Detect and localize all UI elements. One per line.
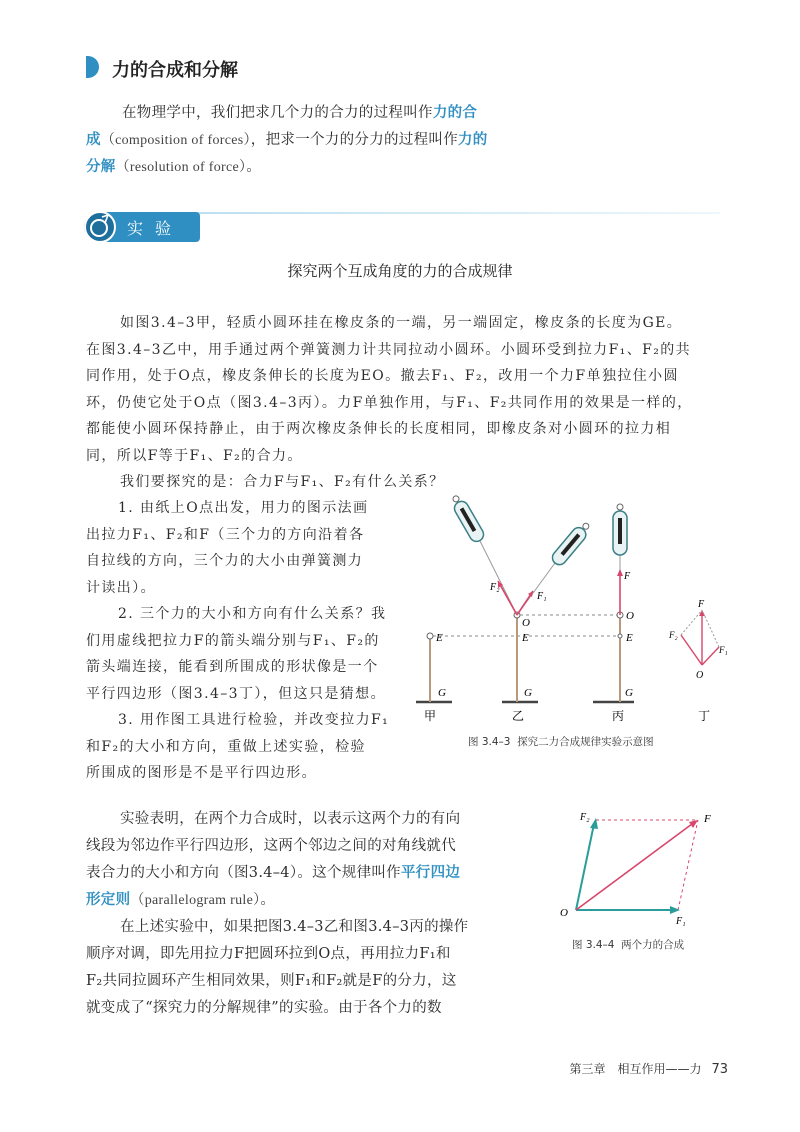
step-line: 出拉力F₁、F₂和F（三个力的方向沿着各	[86, 526, 365, 543]
label-F: F	[704, 813, 711, 825]
spring-scale-vertical	[613, 504, 627, 555]
term-parallelogram: 平行四边	[400, 865, 461, 881]
conclusion-line: 实验表明，在两个力合成时，以表示这两个力的有向	[120, 811, 461, 827]
section-marker	[86, 56, 99, 78]
intro-line-3	[86, 154, 261, 181]
label-F1: F₁	[537, 591, 547, 602]
label-O: O	[560, 907, 568, 919]
caption-number: 图 3.4–3	[468, 736, 511, 748]
intro-line-1	[122, 100, 477, 127]
figure-3-4-4	[548, 800, 728, 930]
intro-period: 。	[246, 159, 262, 175]
english-composition: （composition of forces）	[100, 133, 251, 148]
caption-text: 两个力的合成	[621, 939, 685, 951]
label-F: F	[624, 571, 631, 582]
panel-label-jia: 甲	[424, 709, 437, 723]
conclusion-line: 在上述实验中，如果把图3.4–3乙和图3.4–3丙的操作	[120, 919, 469, 935]
experiment-description	[86, 310, 726, 496]
dashed-side-right	[678, 820, 698, 910]
chapter-title: 第三章 相互作用——力	[569, 1062, 702, 1076]
conclusion-paragraph	[86, 806, 526, 1022]
step-line: 1. 由纸上O点出发，用力的图示法画	[118, 500, 369, 516]
intro-text: 在物理学中，我们把求几个力的合力的过程叫作	[122, 105, 433, 121]
page-footer	[569, 1060, 728, 1077]
conclusion-line: 表合力的大小和方向（图3.4–4）。这个规律叫作	[86, 865, 401, 881]
term-resolution-end: 分解	[86, 159, 116, 175]
panel-label-bing: 丙	[612, 709, 625, 723]
step-line: 计读出）。	[86, 579, 156, 596]
intro-text-2: ，把求一个力的分力的过程叫作	[250, 132, 458, 148]
term-composition: 力的合	[432, 105, 478, 121]
label-G: G	[625, 687, 633, 699]
step-line: 3. 用作图工具进行检验，并改变拉力F₁	[118, 712, 390, 728]
spring-scale-right	[550, 519, 594, 567]
figure-3-4-3-caption	[468, 734, 654, 749]
period: 。	[260, 892, 276, 908]
label-F2: F₂	[490, 582, 500, 593]
conclusion-line: 就变成了“探究力的分解规律”的实验。由于各个力的数	[86, 1000, 442, 1016]
panel-label-ding: 丁	[698, 709, 711, 723]
ring	[427, 633, 433, 639]
panel-label-yi: 乙	[512, 709, 525, 723]
label-G: G	[524, 687, 532, 699]
label-O: O	[626, 610, 634, 622]
panel-ding	[668, 599, 728, 681]
label-F1: F₁	[719, 645, 728, 655]
desc-line: 都能使小圆环保持静止，由于两次橡皮条伸长的长度相同，即橡皮条对小圆环的拉力相	[86, 421, 672, 437]
step-line: 2. 三个力的大小和方向有什么关系？我	[118, 606, 387, 622]
term-resolution: 力的	[458, 132, 488, 148]
label-G: G	[438, 687, 446, 699]
label-O: O	[696, 670, 704, 681]
label-F2: F₂	[669, 630, 678, 640]
label-F: F	[698, 599, 705, 610]
experiment-flask-icon	[84, 211, 116, 243]
step-line: 自拉线的方向，三个力的大小由弹簧测力	[86, 553, 364, 569]
arrowhead	[617, 569, 623, 576]
desc-line: 同，所以F等于F₁、F₂的合力。	[86, 447, 303, 464]
conclusion-line: 线段为邻边作平行四边形，这两个邻边之间的对角线就代	[86, 838, 456, 854]
english-parallelogram: （parallelogram rule）	[130, 893, 261, 908]
dashed-side	[681, 610, 702, 635]
arrow-F2	[681, 635, 702, 665]
label-F2: F₂	[580, 812, 590, 823]
term-composition-end: 成	[86, 132, 101, 148]
arrow-F2	[576, 824, 594, 910]
label-E: E	[436, 632, 443, 644]
figure-3-4-3	[410, 495, 740, 730]
term-parallelogram-end: 形定则	[86, 892, 131, 908]
desc-line: 环，仍使它处于O点（图3.4–3丙）。力F单独作用，与F₁、F₂共同作用的效果是一样的，	[86, 394, 693, 411]
panel-yi	[448, 495, 620, 702]
step-line: 箭头端连接，能看到所围成的形状像是一个	[86, 659, 379, 675]
section-title: 力的合成和分解	[112, 60, 238, 81]
page-number: 73	[711, 1062, 728, 1077]
english-resolution: （resolution of force）	[115, 160, 247, 175]
step-line: 和F₂的大小和方向，重做上述实验，检验	[86, 738, 366, 755]
experiment-rule	[175, 212, 720, 214]
label-E: E	[522, 632, 529, 644]
label-E: E	[626, 632, 633, 644]
desc-line: 在图3.4–3乙中，用手通过两个弹簧测力计共同拉动小圆环。小圆环受到拉力F₁、F₂的共	[86, 341, 692, 358]
mark-E	[618, 634, 622, 638]
caption-number: 图 3.4–4	[572, 939, 615, 951]
label-O: O	[522, 617, 530, 629]
experiment-label: 实验	[127, 219, 184, 238]
conclusion-line: F₂共同拉圆环产生相同效果，则F₁和F₂就是F的分力，这	[86, 973, 457, 989]
caption-text: 探究二力合成规律实验示意图	[517, 736, 654, 748]
step-line: 平行四边形（图3.4–3丁），但这只是猜想。	[86, 685, 386, 702]
figure-3-4-4-caption	[572, 937, 684, 952]
arrow-F1	[702, 647, 719, 665]
step-line: 们用虚线把拉力F的箭头端分别与F₁、F₂的	[86, 632, 380, 649]
panel-bing	[593, 504, 634, 702]
spring-scale-left	[448, 495, 486, 544]
arrow-F	[576, 824, 692, 910]
intro-line-2	[86, 127, 488, 154]
desc-line: 我们要探究的是：合力F与F₁、F₂有什么关系？	[120, 474, 445, 490]
experiment-title: 探究两个互成角度的力的合成规律	[287, 262, 513, 280]
experiment-steps	[86, 495, 416, 787]
step-line: 所围成的图形是不是平行四边形。	[86, 765, 317, 781]
label-F1: F₁	[676, 916, 686, 927]
desc-line: 同作用，处于O点，橡皮条伸长的长度为EO。撤去F₁、F₂，改用一个力F单独拉住小圆	[86, 368, 679, 384]
desc-line: 如图3.4–3甲，轻质小圆环挂在橡皮条的一端，另一端固定，橡皮条的长度为GE。	[120, 315, 683, 331]
conclusion-line: 顺序对调，即先用拉力F把圆环拉到O点，再用拉力F₁和	[86, 946, 451, 962]
